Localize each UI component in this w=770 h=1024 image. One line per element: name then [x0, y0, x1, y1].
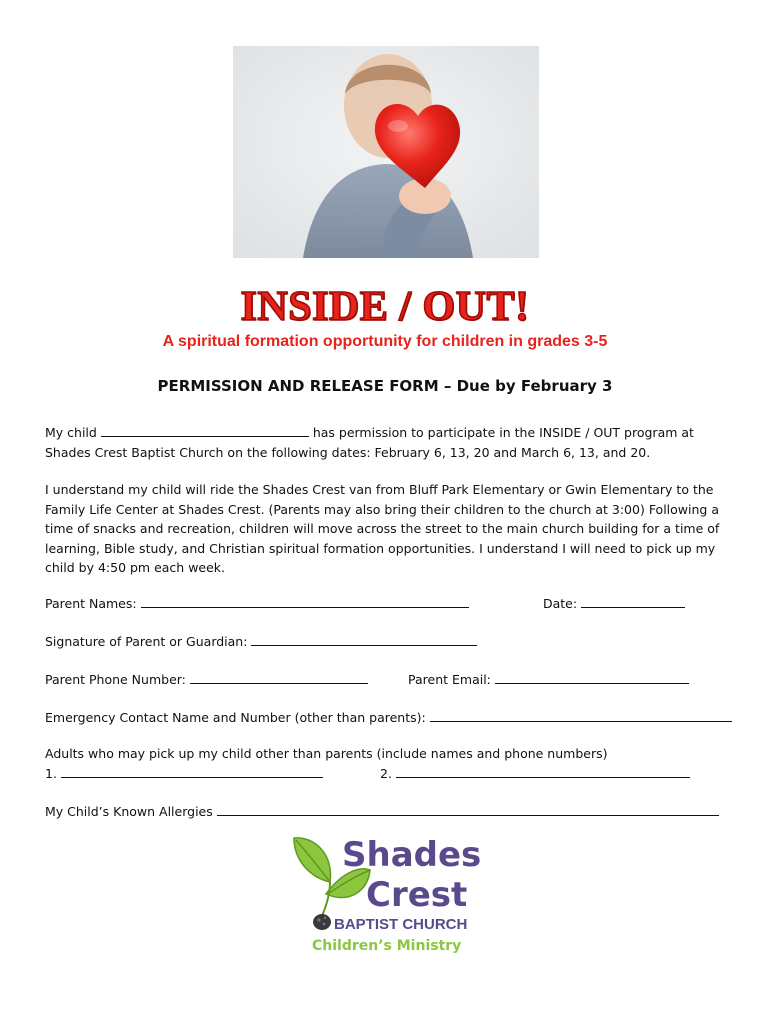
logo-crest: Crest [366, 875, 468, 915]
shades-crest-logo [286, 832, 486, 964]
phone-row [45, 670, 368, 689]
emergency-row [45, 708, 732, 727]
signature-field[interactable] [251, 632, 477, 646]
email-field[interactable] [495, 670, 689, 684]
program-title: INSIDE / OUT! [240, 284, 530, 330]
program-subtitle: A spiritual formation opportunity for children in grades 3-5 [162, 333, 608, 350]
date-field[interactable] [581, 594, 685, 608]
permission-text: has permission to participate in the INSIDE / OUT program at [312, 425, 694, 440]
pickup-label: Adults who may pick up my child other than parents (include names and phone numbers) [45, 746, 608, 761]
emergency-field[interactable] [430, 708, 732, 722]
email-label: Parent Email: [408, 672, 491, 687]
parent-names-field[interactable] [141, 594, 469, 608]
logo-childrens-ministry: Children’s Ministry [312, 938, 462, 954]
logo-shades: Shades [342, 835, 482, 875]
logo-baptist-church: BAPTIST CHURCH [334, 916, 468, 933]
date-row [543, 594, 685, 613]
parent-names-row [45, 594, 469, 613]
emergency-label: Emergency Contact Name and Number (other than parents): [45, 710, 426, 725]
pickup-row-2 [380, 764, 690, 783]
pickup-row-1 [45, 764, 323, 783]
allergies-row [45, 802, 719, 821]
pickup-1-field[interactable] [61, 764, 323, 778]
phone-label: Parent Phone Number: [45, 672, 186, 687]
pickup-1-label: 1. [45, 766, 57, 781]
email-row [408, 670, 689, 689]
pickup-2-field[interactable] [396, 764, 690, 778]
phone-field[interactable] [190, 670, 368, 684]
form-heading: PERMISSION AND RELEASE FORM – Due by February 3 [157, 377, 613, 395]
signature-label: Signature of Parent or Guardian: [45, 634, 248, 649]
allergies-field[interactable] [217, 802, 719, 816]
child-name-field[interactable] [101, 423, 309, 437]
parent-names-label: Parent Names: [45, 596, 137, 611]
allergies-label: My Child’s Known Allergies [45, 804, 213, 819]
logo-graphic [286, 832, 486, 964]
pickup-2-label: 2. [380, 766, 392, 781]
permission-paragraph [45, 423, 725, 462]
child-heart-photo [233, 46, 539, 258]
date-label: Date: [543, 596, 578, 611]
signature-row [45, 632, 477, 651]
dates-text: Shades Crest Baptist Church on the following dates: February 6, 13, 20 and March 6, 13, and 20. [45, 444, 651, 460]
child-heart-image [233, 46, 539, 258]
seed-icon [313, 914, 331, 930]
my-child-label: My child [45, 425, 97, 440]
transport-paragraph: I understand my child will ride the Shades Crest van from Bluff Park Elementary or Gwin Elementary to the Family Life Center at Shades Crest. (Parents may also bring their children to the church at 3:00) Following a time of snacks and recreation, children will move across the street to the main church building for a time of learning, Bible study, and Christian spiritual formation opportunities. I understand I will need to pick up my child by 4:50 pm each week. [45, 482, 720, 575]
